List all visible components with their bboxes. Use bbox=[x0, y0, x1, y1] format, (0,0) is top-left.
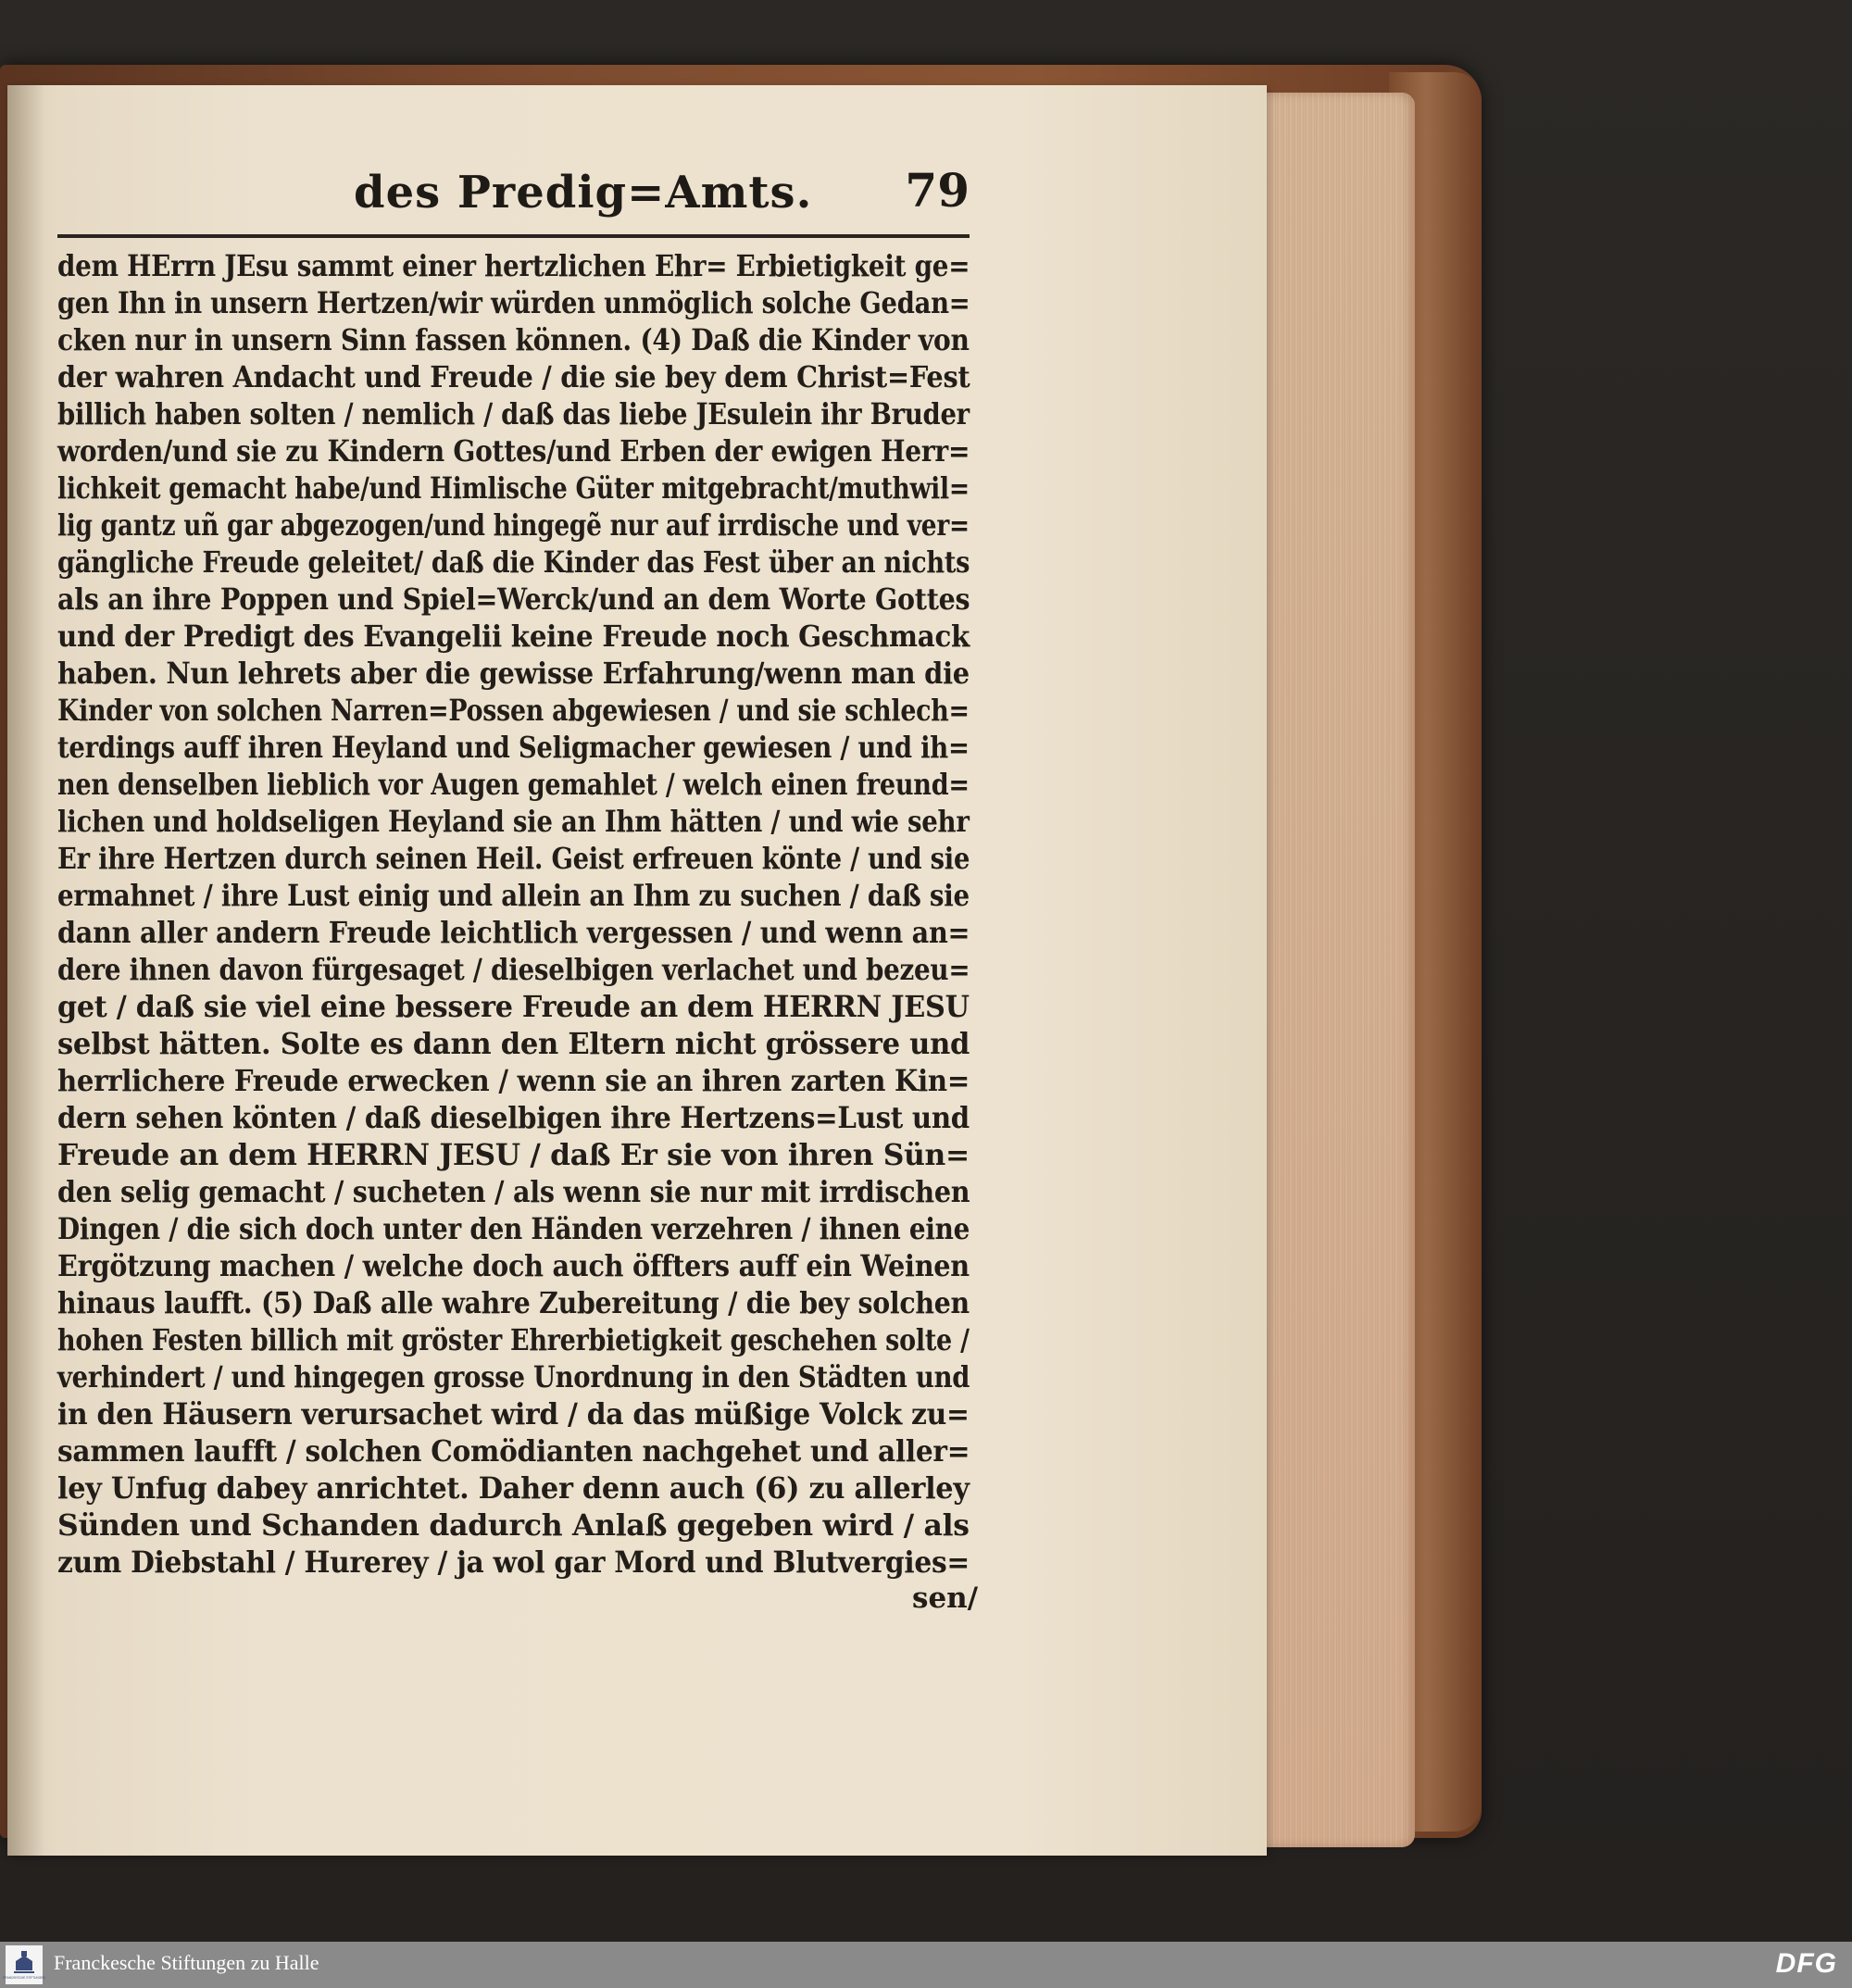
institution-logo-icon[interactable] bbox=[3, 1945, 45, 1984]
text-line: hohen Festen billich mit gröster Ehrerbietigkeit geschehen solte / bbox=[57, 1323, 970, 1357]
header-rule bbox=[57, 234, 970, 238]
text-line: den selig gemacht / sucheten / als wenn sie nur mit irrdischen bbox=[57, 1175, 970, 1209]
text-line: der wahren Andacht und Freude / die sie bey dem Christ=Fest bbox=[57, 360, 970, 394]
text-line: hinaus laufft. (5) Daß alle wahre Zubereitung / die bey solchen bbox=[57, 1286, 970, 1320]
text-line: dem HErrn JEsu sammt einer hertzlichen Ehr= Erbietigkeit ge= bbox=[57, 249, 970, 283]
dfg-logo[interactable]: DFG bbox=[1775, 1948, 1837, 1979]
footer-bar bbox=[0, 1942, 1852, 1988]
text-line: als an ihre Poppen und Spiel=Werck/und an dem Worte Gottes bbox=[57, 582, 970, 617]
institution-name: Franckesche Stiftungen zu Halle bbox=[54, 1951, 319, 1974]
text-line: Er ihre Hertzen durch seinen Heil. Geist erfreuen könte / und sie bbox=[57, 842, 970, 876]
text-line: Ergötzung machen / welche doch auch öffters auff ein Weinen bbox=[57, 1249, 970, 1283]
text-line: Kinder von solchen Narren=Possen abgewiesen / und sie schlech= bbox=[57, 694, 970, 728]
text-line: haben. Nun lehrets aber die gewisse Erfahrung/wenn man die bbox=[57, 656, 970, 691]
text-line: Freude an dem HERRN JESU / daß Er sie von ihren Sün= bbox=[57, 1138, 970, 1172]
running-head: des Predig=Amts. bbox=[354, 167, 813, 219]
text-line: zum Diebstahl / Hurerey / ja wol gar Mord und Blutvergies= bbox=[57, 1545, 970, 1580]
text-line: und der Predigt des Evangelii keine Freude noch Geschmack bbox=[57, 619, 970, 654]
text-line: ley Unfug dabey anrichtet. Daher denn auch (6) zu allerley bbox=[57, 1471, 970, 1506]
text-line: herrlichere Freude erwecken / wenn sie an ihren zarten Kin= bbox=[57, 1064, 970, 1098]
page-stack-edges bbox=[1259, 93, 1415, 1847]
text-line: dann aller andern Freude leichtlich vergessen / und wenn an= bbox=[57, 916, 970, 950]
text-line: cken nur in unsern Sinn fassen können. (4) Daß die Kinder von bbox=[57, 323, 970, 357]
svg-text:FRANCKESCHE STIFTUNGEN: FRANCKESCHE STIFTUNGEN bbox=[3, 1976, 45, 1980]
body-text bbox=[57, 248, 974, 1582]
text-line: dere ihnen davon fürgesaget / dieselbigen verlachet und bezeu= bbox=[57, 953, 970, 987]
text-line: selbst hätten. Solte es dann den Eltern nicht grössere und bbox=[57, 1027, 970, 1061]
text-line: Dingen / die sich doch unter den Händen verzehren / ihnen eine bbox=[57, 1212, 970, 1246]
text-line: worden/und sie zu Kindern Gottes/und Erben der ewigen Herr= bbox=[57, 434, 970, 469]
text-line: get / daß sie viel eine bessere Freude an dem HERRN JESU bbox=[57, 990, 970, 1024]
text-line: terdings auff ihren Heyland und Seligmacher gewiesen / und ih= bbox=[57, 731, 970, 765]
text-line: gen Ihn in unsern Hertzen/wir würden unmöglich solche Gedan= bbox=[57, 286, 970, 320]
text-line: lichkeit gemacht habe/und Himlische Güter mitgebracht/muthwil= bbox=[57, 471, 970, 506]
text-line: verhindert / und hingegen grosse Unordnung in den Städten und bbox=[57, 1360, 970, 1394]
text-line: ermahnet / ihre Lust einig und allein an Ihm zu suchen / daß sie bbox=[57, 879, 970, 913]
page-number: 79 bbox=[905, 163, 970, 218]
text-line: gängliche Freude geleitet/ daß die Kinder das Fest über an nichts bbox=[57, 545, 970, 580]
text-line: dern sehen könten / daß dieselbigen ihre Hertzens=Lust und bbox=[57, 1101, 970, 1135]
catchword: sen/ bbox=[912, 1582, 979, 1615]
page-header bbox=[57, 163, 970, 231]
text-line: sammen laufft / solchen Comödianten nachgehet und aller= bbox=[57, 1434, 970, 1469]
text-line: nen denselben lieblich vor Augen gemahlet / welch einen freund= bbox=[57, 768, 970, 802]
text-line: billich haben solten / nemlich / daß das liebe JEsulein ihr Bruder bbox=[57, 397, 970, 431]
text-line: lichen und holdseligen Heyland sie an Ihm hätten / und wie sehr bbox=[57, 805, 970, 839]
text-line: Sünden und Schanden dadurch Anlaß gegeben wird / als bbox=[57, 1508, 970, 1543]
text-line: lig gantz uñ gar abgezogen/und hingegẽ nur auf irrdische und ver= bbox=[57, 508, 970, 543]
text-line: in den Häusern verursachet wird / da das müßige Volck zu= bbox=[57, 1397, 970, 1432]
gutter-shadow bbox=[7, 85, 44, 1856]
